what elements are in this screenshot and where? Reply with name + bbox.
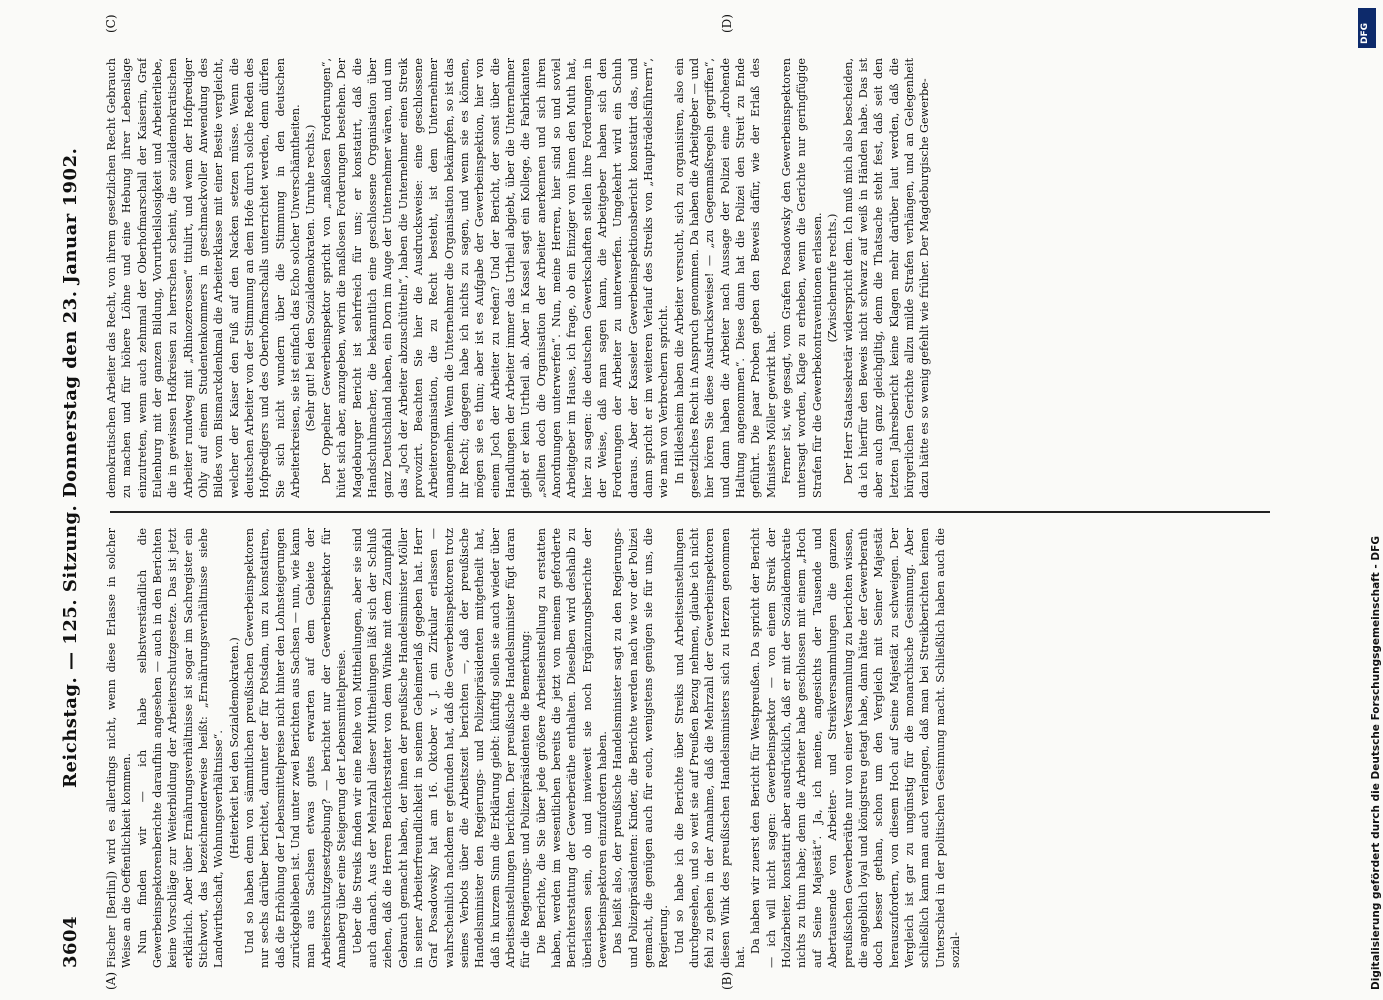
margin-marker-d: (D) [720,14,734,33]
paragraph: demokratischen Arbeiter das Recht, von ihrem gesetzlichen Recht Gebrauch zu machen und für höhere Löhne und eine Hebung ihrer Lebenslage einzutreten, wenn auch zehnmal der Oberhofmarschall der Kaiserin, Graf Eulenburg mit der ganzen Bildung, Vorurtheilslosigkeit und Arbeiterliebe, die in gewissen Hofkreisen zu herrschen scheint, die sozialdemokratischen Arbeiter rundweg mit „Rhinozerossen“ titulirt, und wenn der Hofprediger Ohly auf einem Studentenkommers in geschmackvoller Anwendung des Bildes vom Bismarckdenkmal die Arbeiterklasse mit einer Bestie vergleicht, welcher der Kaiser den Fuß auf den Nacken setzen müsse. Wenn die deutschen Arbeiter von der Stimmung an dem Hofe durch solche Reden des Hofpredigers und des Oberhofmarschalls unterrichtet werden, denn dürfen Sie sich nicht wundern über die Stimmung in den deutschen Arbeiterkreisen, sie ist einfach das Echo solcher Unverschämtheiten. [105,58,303,498]
paragraph: Da haben wir zuerst den Bericht für Westpreußen. Da spricht der Bericht — ich will nicht sagen: Gewerbeinspektor — von einem Streik der Holzarbeiter, konstatirt aber ausdrücklich, daß er mit der Sozialdemokratie nichts zu thun habe; denn die Arbeiter habe geschlossen mit einem „Hoch auf Seine Majestät“. Ja, ich meine, angesichts der Tausende und Abertausende von Arbeiter- und Streikversammlungen die ganzen preußischen Gewerberäthe nur von einer Versammlung zu berichten wissen, die angeblich loyal und königstreu getagt habe, dann hätte der Gewerberath doch besser gethan, schon um den Vergleich mit Seiner Majestät herauszufordern, von diesem Hoch auf Seine Majestät zu schweigen. Der Vergleich ist gar zu ungünstig für die monarchische Gesinnung. Aber schließlich kann man auch verlangen, daß man bei Streikberichten keinen Unterschied in der politischen Gesinnung macht. Schließlich haben auch die sozial- [749,528,962,968]
paragraph: Das heißt also, der preußische Handelsminister sagt zu den Regierungs- und Polizeipräsidenten: Kinder, die Berichte werden nach wie vor der Polizei gemacht, die genügen auch für euch, wenigstens genügen sie für uns, die Regierung. [611,528,671,968]
paragraph: Der Herr Staatssekretär widerspricht dem. Ich muß mich also bescheiden, da ich hierfür den Beweis nicht schwarz auf weiß in Händen habe. Das ist aber auch ganz gleichgiltig, denn die Thatsache steht fest, daß seit den letzten Jahresbericht keine Klagen mehr darüber laut werden, daß die bürgerlichen Gerichte allzu milde Strafen verhängen, und an Gelegenheit dazu hätte es so wenig gefehlt wie früher. Der Magdeburgische Gewerbe- [841,58,932,498]
paragraph: Der Oppelner Gewerbeinspektor spricht von „maßlosen Forderungen“, hütet sich aber, anzugeben, worin die maßlosen Forderungen bestehen. Der Magdeburger Bericht ist sehrfreich für uns; er konstatirt, daß die Handschuhmacher, die bekanntlich eine geschlossene Organisation über ganz Deutschland haben, ein Dorn im Auge der Unternehmer wären, und um das „Joch der Arbeiter abzuschütteln“, haben die Unternehmer einen Streik provozirt. Beachten Sie hier die Ausdrucksweise: eine geschlossene Arbeiterorganisation, die zu Recht besteht, ist dem Unternehmer unangenehm. Wenn die Unternehmer die Organisation bekämpfen, so ist das ihr Recht; dagegen habe ich nichts zu sagen, und wenn sie es können, mögen sie es thun; aber ist es Aufgabe der Gewerbeinspektion, hier von einem Joch der Arbeiter zu reden? Und der Bericht, der sonst über die Handlungen der Arbeiter immer das Urtheil abgiebt, über die Unternehmer giebt er kein Urtheil ab. Aber in Kassel sagt ein Kollege, die Fabrikanten „sollten doch die Organisation der Arbeiter anerkennen und sich ihren Anordnungen unterwerfen“. Nun, meine Herren, hier sind so und soviel Arbeitgeber im Hause, ich frage, ob ein Einziger von ihnen den Muth hat, hier zu sagen: die deutschen Gewerkschaften stellen ihre Forderungen in der Weise, daß man sagen kann, die Arbeitgeber haben sich den Forderungen der Arbeiter zu unterwerfen. Umgekehrt wird ein Schuh daraus. Aber der Kasseler Gewerbeinspektionsbericht konstatirt das, und dann spricht er im weiteren Verlauf des Streiks von „Haupträdelsführern“, wie man von Verbrechern spricht. [319,58,671,498]
paragraph: Ferner ist, wie gesagt, vom Grafen Posadowsky den Gewerbeinspektoren untersagt worden, Klage zu erheben, wenn die Gerichte nur geringfügige Strafen für die Gewerbekontraventionen erlassen. [780,58,824,498]
paragraph: In Hildesheim haben die Arbeiter versucht, sich zu organisiren, also ein gesetzliches Recht in Anspruch genommen. Da haben die Arbeitgeber — und hier hören Sie diese Ausdrucksweise! — „zu Gegenmaßregeln gegriffen“, und dann haben die Arbeiter nach Aussage der Polizei eine „drohende Haltung angenommen“. Diese dann hat die Polizei den Streit zu Ende geführt. Die paar Proben geben den Beweis dafür, wie der Erlaß des Ministers Möller gewirkt hat. [672,58,778,498]
left-text-column [104,528,1304,968]
paragraph: Und so habe ich die Berichte über Streiks und Arbeitseinstellungen durchgesehen, und so weit sie auf Preußen Bezug nehmen, glaube ich nicht fehl zu gehen in der Annahme, daß die Mehrzahl der Gewerbeinspektoren diesen Wink des preußischen Handelsministers sich zu Herzen genommen hat. [672,528,748,968]
margin-marker-a: (A) [104,971,118,990]
paragraph: Fischer [Berlin]) wird es allerdings nicht, wenn diese Erlasse in solcher Weise an die Oeffentlichkeit kommen. [105,528,134,968]
interjection: (Heiterkeit bei den Sozialdemokraten.) [227,637,241,859]
interjection: (Sehr gut! bei den Sozialdemokraten. Unruhe rechts.) [304,124,318,432]
margin-marker-c: (C) [104,14,118,33]
quoted-paragraph: Die Berichte, die Sie über jede größere Arbeitseinstellung zu erstatten haben, werden im wesentlichen bereits die jetzt von meinem geforderte Berichterstattung der Gewerberäthe enthalten. Dieselben wird deshalb zu überlassen sein, ob und inwieweit sie noch Ergänzungsberichte der Gewerbeinspektoren einzufordern haben. [534,528,609,968]
digitization-credit: Digitalisierung gefördert durch die Deutsche Forschungsgemeinschaft - DFG [1370,536,1382,990]
margin-marker-b: (B) [720,971,734,990]
paragraph: Und so haben denn von sämmtlichen preußischen Gewerbeinspektoren nur sechs darüber berichtet, darunter der für Potsdam, um zu konstatiren, daß die Erhöhung der Lebensmittelpreise nicht hinter den Lohnsteigerungen zurückgeblieben ist. Und unter zwei Berichten aus Sachsen — nun, wie kann man aus Sachsen etwas gutes erwarten auf dem Gebiete der Arbeiterschutzgesetzgebung? — berichtet nur der Gewerbeinspektor für Annaberg über eine Steigerung der Lebensmittelpreise. [243,528,349,968]
rotated-document-sheet [60,14,1315,990]
dfg-logo: DFG [1358,8,1376,48]
right-text-column [104,58,1304,498]
column-divider [110,512,1270,514]
page-number: 3604 [60,915,81,968]
paragraph: Ueber die Streiks finden wir eine Reihe von Mittheilungen, aber sie sind auch danach. Aus der Mehrzahl dieser Mittheilungen läßt sich der Schluß ziehen, daß die Herren Berichterstatter von dem Winke mit dem Zaunpfahl Gebrauch gemacht haben, der ihnen der preußische Handelsminister Möller in seiner Arbeiterfreundlichkeit in seinem Geheimerlaß gegeben hat. Herr Graf Posadowsky hat am 16. Oktober v. J. ein Zirkular erlassen — wahrscheinlich nachdem er gefunden hat, daß die Gewerbeinspektoren trotz seines Verbots über die Arbeitszeit berichten —, daß der preußische Handelsminister den Regierungs- und Polizeipräsidenten mitgetheilt hat, daß in kurzem Sinn die Erklärung giebt: künftig sollen sie auch wieder über Arbeitseinstellungen berichten. Der preußische Handelsminister fügt daran für die Regierungs- und Polizeipräsidenten die Bemerkung: [350,528,533,968]
running-head [60,40,100,968]
session-heading: Reichstag. — 125. Sitzung. Donnerstag den 23. Januar 1902. [60,147,81,788]
paragraph: Nun finden wir — ich habe selbstverständlich die Gewerbeinspektorenberichte daraufhin angesehen — auch in den Berichten keine Vorschläge zur Weiterbildung der Arbeiterschutzgesetze. Das ist jetzt erklärlich. Aber über Ernährungsverhältnisse ist sogar im Sachregister ein Stichwort, das bezeichnenderweise heißt: „Ernährungsverhältnisse siehe Landwirthschaft, Wohnungsverhältnisse“. [135,528,226,968]
interjection: (Zwischenrufe rechts.) [826,213,840,343]
